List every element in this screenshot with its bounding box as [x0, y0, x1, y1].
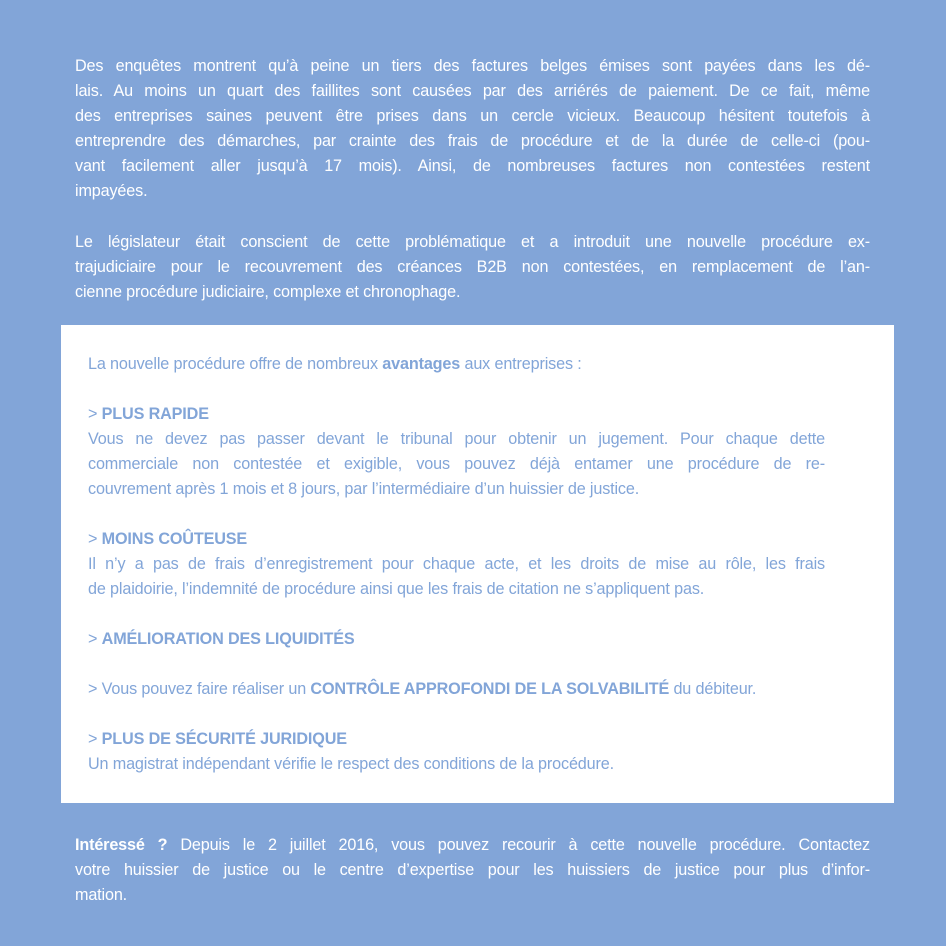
section-title: MOINS COÛTEUSE	[101, 530, 248, 548]
footer-line: votre huissier de justice ou le centre d’expertise pour les huissiers de justice pour plus d’infor-	[75, 861, 870, 879]
arrow-icon: >	[88, 530, 102, 548]
intro-p1-line: Des enquêtes montrent qu’à peine un tiers des factures belges émises sont payées dans les dé-	[75, 57, 870, 75]
section-line: de plaidoirie, l’indemnité de procédure ainsi que les frais de citation ne s’appliquent pas.	[88, 580, 705, 598]
arrow-icon: >	[88, 630, 102, 648]
advantages-box	[61, 325, 894, 803]
footer-text: Depuis le 2 juillet 2016, vous pouvez recourir à cette nouvelle procédure. Contactez	[167, 836, 870, 854]
footer-bold: Intéressé ?	[75, 836, 168, 854]
arrow-icon: >	[88, 405, 102, 423]
section-title: PLUS RAPIDE	[101, 405, 209, 423]
intro-p1-line: impayées.	[75, 182, 148, 200]
intro-text: La nouvelle procédure offre de nombreux	[88, 355, 383, 373]
section-line: Vous ne devez pas passer devant le tribunal pour obtenir un jugement. Pour chaque dette	[88, 430, 825, 448]
section-title: PLUS DE SÉCURITÉ JURIDIQUE	[101, 730, 347, 748]
section-line: Il n’y a pas de frais d’enregistrement pour chaque acte, et les droits de mise au rôle, les frais	[88, 555, 825, 573]
footer-line: mation.	[75, 886, 128, 904]
section-heading-securite	[88, 727, 347, 752]
arrow-icon: >	[88, 730, 102, 748]
section-heading-liquidites	[88, 627, 355, 652]
intro-p2-line: cienne procédure judiciaire, complexe et chronophage.	[75, 283, 461, 301]
intro-bold: avantages	[382, 355, 461, 373]
solvability-line	[88, 677, 756, 702]
section-line: Un magistrat indépendant vérifie le respect des conditions de la procédure.	[88, 755, 614, 773]
intro-p1-line: lais. Au moins un quart des faillites sont causées par des arriérés de paiement. De ce fait, même	[75, 82, 870, 100]
solvability-text-end: du débiteur.	[669, 680, 757, 698]
section-heading-moins-couteuse	[88, 527, 247, 552]
section-title: AMÉLIORATION DES LIQUIDITÉS	[101, 630, 355, 648]
intro-p2-line: trajudiciaire pour le recouvrement des créances B2B non contestées, en remplacement de l’an-	[75, 258, 870, 276]
section-line: couvrement après 1 mois et 8 jours, par l’intermédiaire d’un huissier de justice.	[88, 480, 640, 498]
footer-line	[75, 833, 870, 858]
intro-p1-line: entreprendre des démarches, par crainte des frais de procédure et de la durée de celle-ci (pou-	[75, 132, 870, 150]
section-line: commerciale non contestée et exigible, vous pouvez déjà entamer une procédure de re-	[88, 455, 825, 473]
intro-text-end: aux entreprises :	[460, 355, 582, 373]
solvability-text: > Vous pouvez faire réaliser un	[88, 680, 311, 698]
solvability-bold: CONTRÔLE APPROFONDI DE LA SOLVABILITÉ	[310, 680, 670, 698]
intro-p2-line: Le législateur était conscient de cette problématique et a introduit une nouvelle procédure ex-	[75, 233, 870, 251]
advantages-intro	[88, 352, 582, 377]
intro-p1-line: des entreprises saines peuvent être prises dans un cercle vicieux. Beaucoup hésitent toutefois à	[75, 107, 870, 125]
intro-p1-line: vant facilement aller jusqu’à 17 mois). Ainsi, de nombreuses factures non contestées restent	[75, 157, 870, 175]
section-heading-plus-rapide	[88, 402, 209, 427]
